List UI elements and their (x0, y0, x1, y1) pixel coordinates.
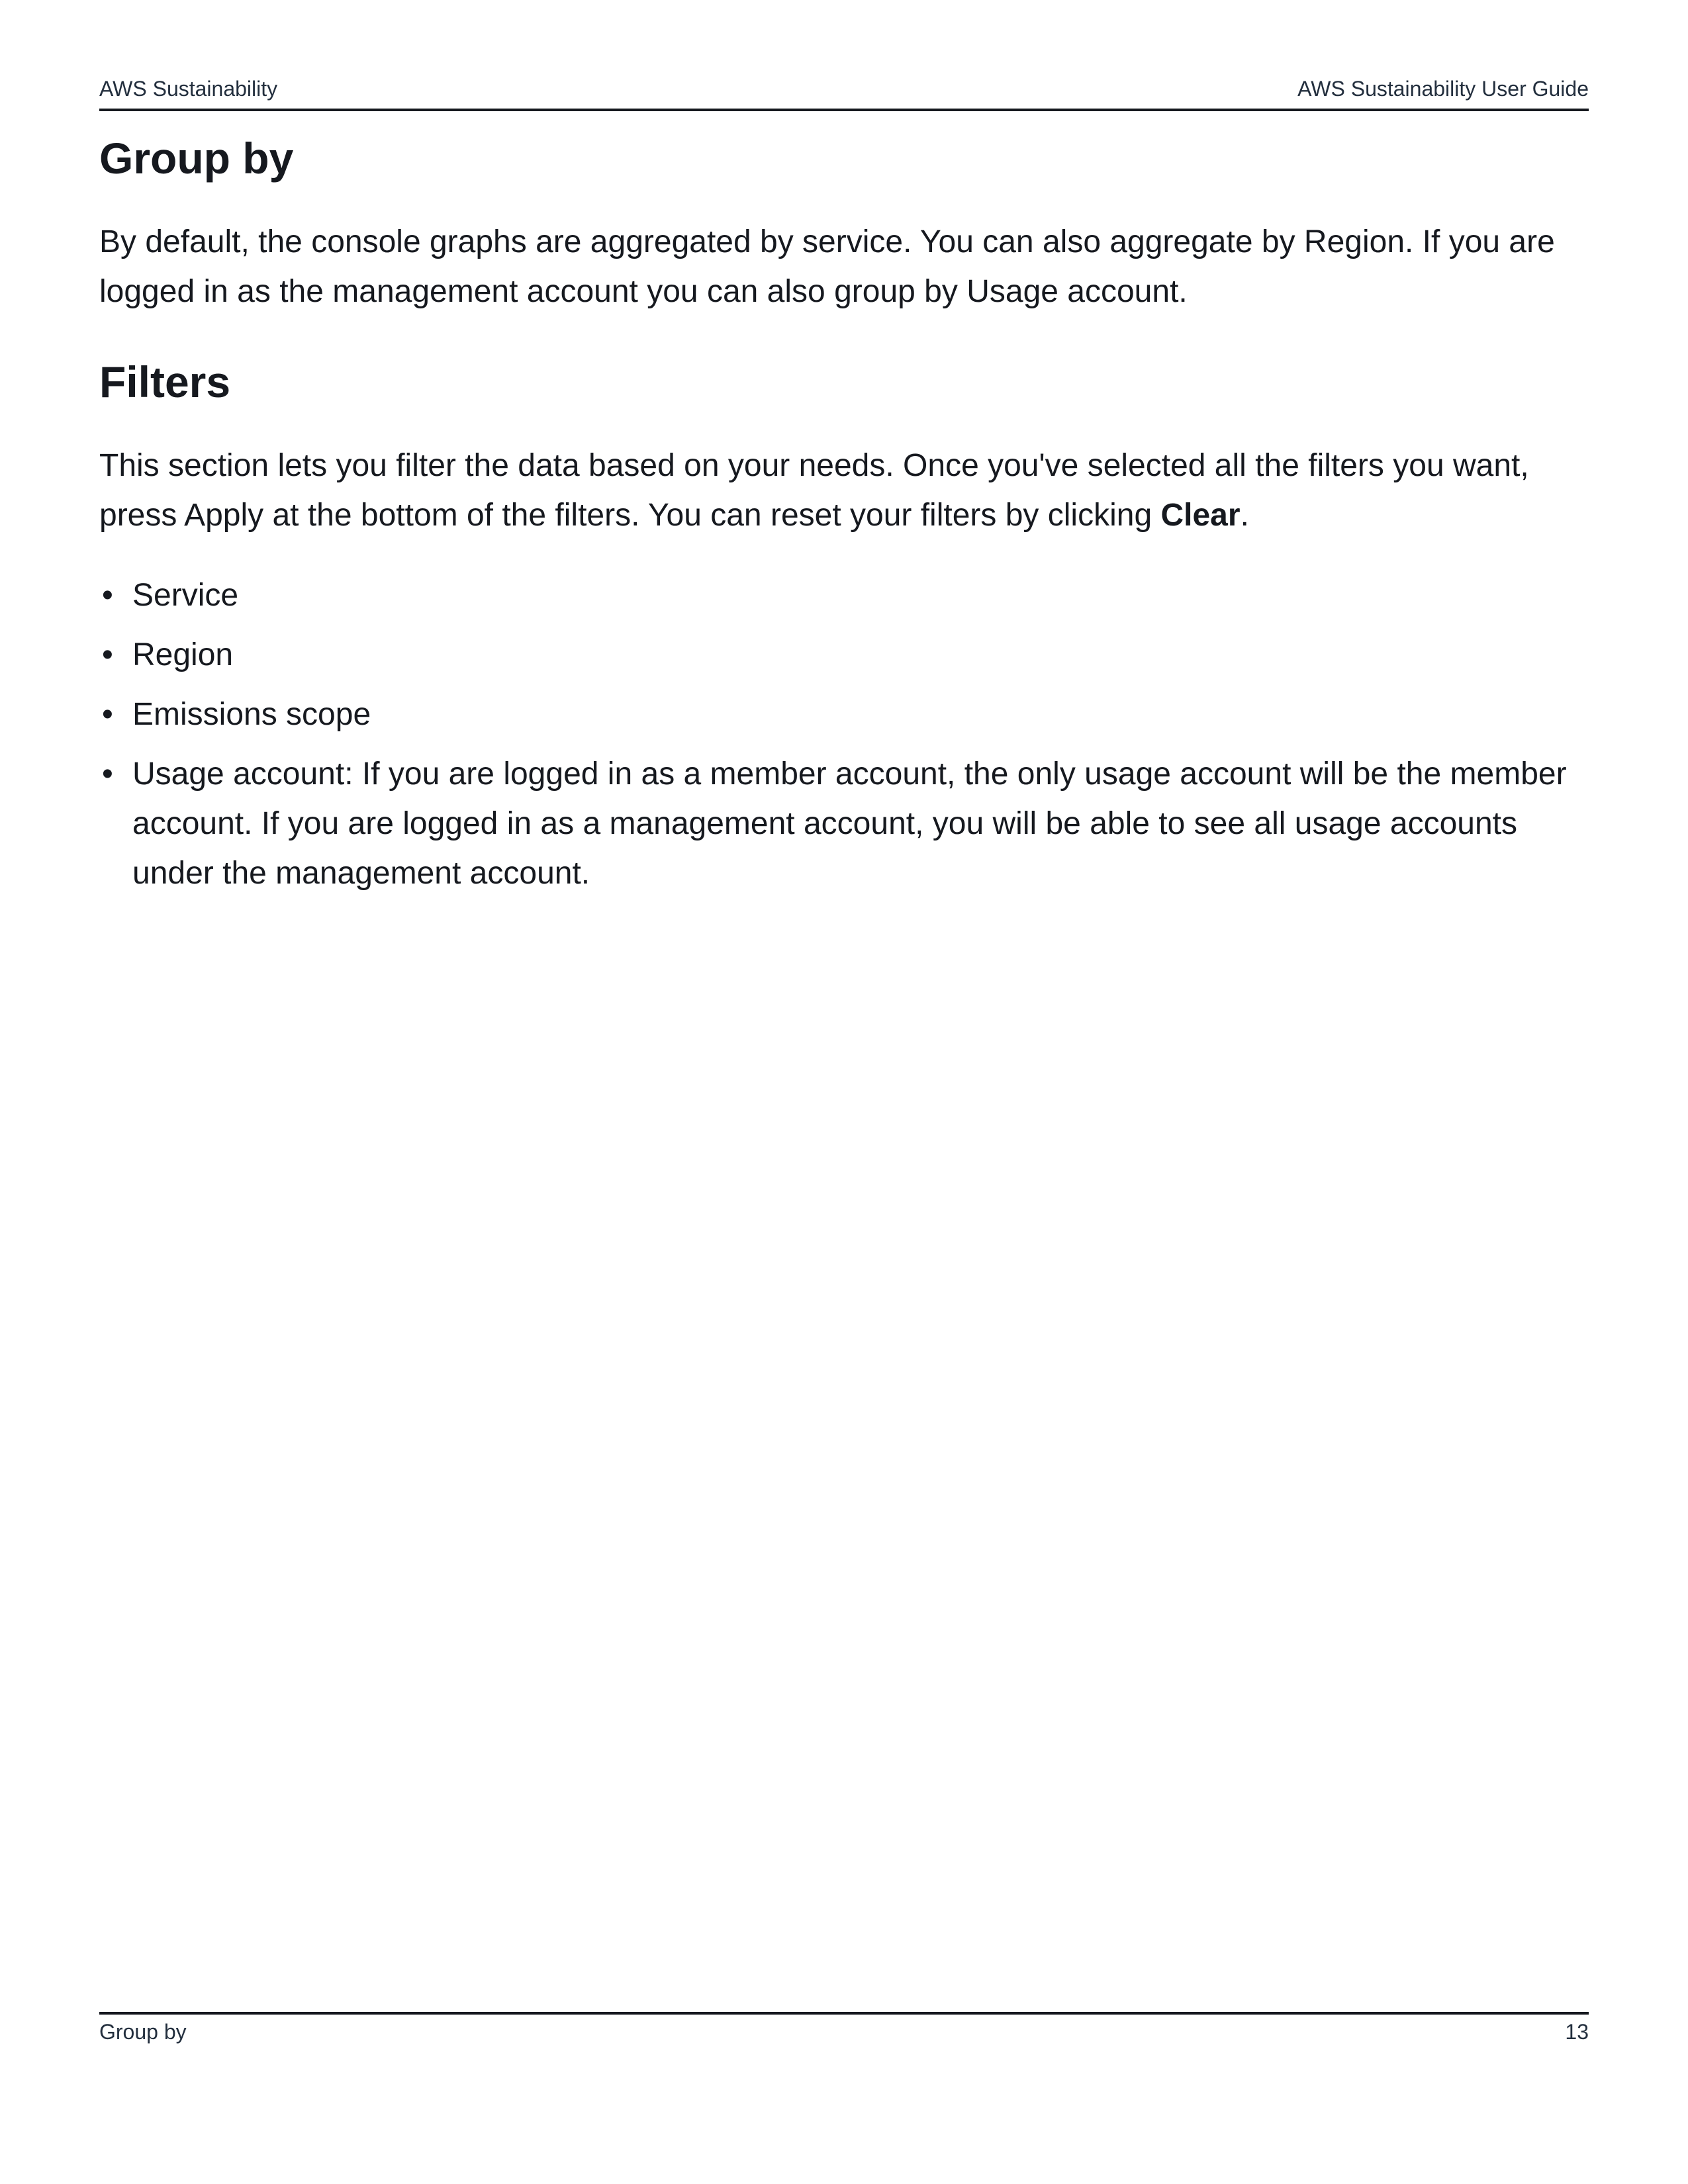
filters-paragraph-text: This section lets you filter the data based on your needs. Once you've selected all the filters you want, press Apply at the bottom of the filters. You can reset your filters by clicking (99, 448, 1529, 533)
list-item-text: Usage account: If you are logged in as a member account, the only usage account will be the member account. If you are logged in as a management account, you will be able to see all usage accounts under the management account. (132, 756, 1567, 891)
filters-paragraph (99, 441, 1589, 540)
list-item (99, 690, 1589, 739)
group-by-heading: Group by (99, 134, 294, 183)
group-by-paragraph: By default, the console graphs are aggregated by service. You can also aggregate by Region. If you are logged in as the management account you can also group by Usage account. (99, 224, 1555, 309)
filters-heading: Filters (99, 357, 231, 406)
filters-list (99, 570, 1589, 898)
bullet-icon: • (102, 697, 113, 732)
clear-emphasis: Clear (1160, 498, 1241, 533)
bullet-icon: • (102, 637, 113, 672)
bullet-icon: • (102, 578, 113, 613)
list-item-text: Service (132, 578, 239, 613)
list-item (99, 630, 1589, 680)
bullet-icon: • (102, 756, 113, 792)
filters-paragraph-end: . (1240, 498, 1249, 533)
header-doc-title: AWS Sustainability (99, 77, 278, 101)
list-item (99, 749, 1589, 898)
main-content (99, 130, 1589, 908)
running-footer (99, 2012, 1589, 2054)
page-number: 13 (1565, 2020, 1589, 2044)
header-guide-title: AWS Sustainability User Guide (1297, 77, 1589, 101)
list-item-text: Region (132, 637, 234, 672)
list-item (99, 570, 1589, 620)
running-header (99, 74, 1589, 111)
footer-section-title: Group by (99, 2020, 187, 2044)
list-item-text: Emissions scope (132, 697, 371, 732)
